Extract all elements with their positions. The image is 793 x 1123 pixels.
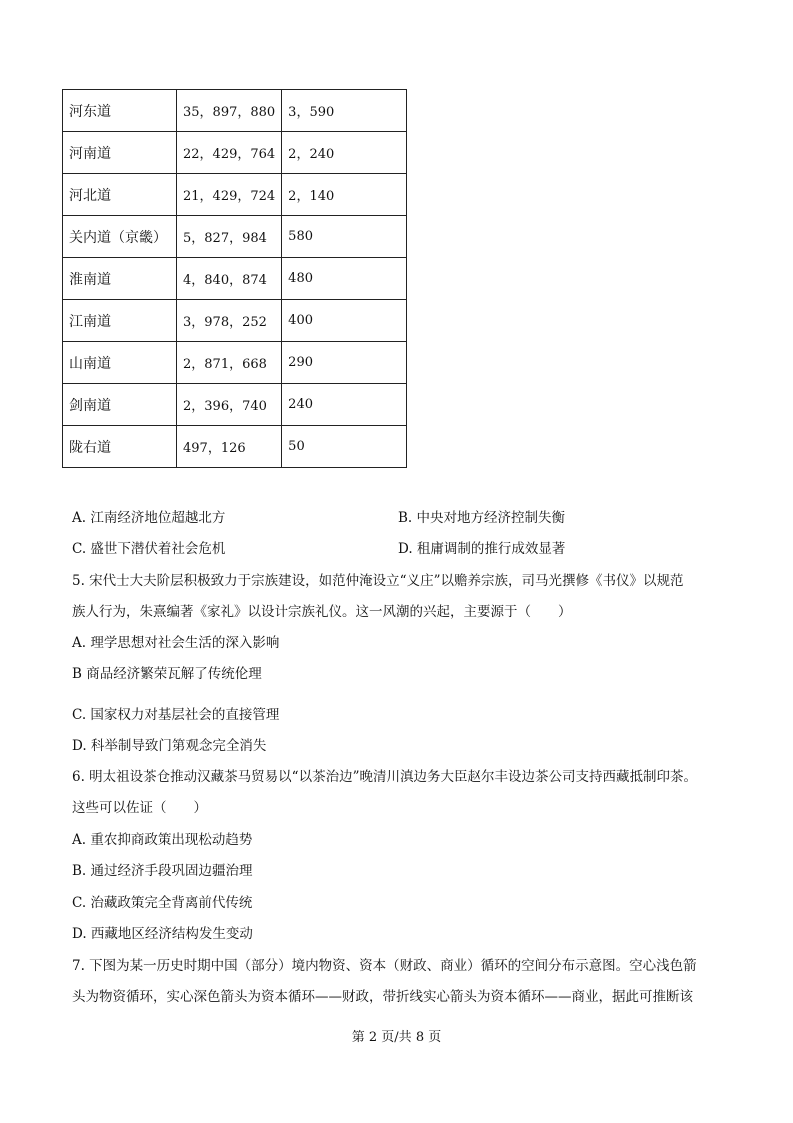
- region-cell: 山南道: [63, 342, 177, 384]
- table-row: [63, 258, 407, 300]
- value-cell: 5，827，984: [177, 216, 282, 258]
- value-cell: 21，429，724: [177, 174, 282, 216]
- value-cell: 35，897，880: [177, 90, 282, 132]
- q5-option-b[interactable]: B 商品经济繁荣瓦解了传统伦理: [72, 666, 262, 682]
- q7-stem-line2: 头为物资循环，实心深色箭头为资本循环——财政，带折线实心箭头为资本循环——商业，据此可推断该: [72, 989, 693, 1005]
- q6-option-a[interactable]: A. 重农抑商政策出现松动趋势: [72, 832, 253, 848]
- count-cell: 3，590: [282, 90, 407, 132]
- population-table: [62, 89, 407, 468]
- table-row: [63, 216, 407, 258]
- region-cell: 河南道: [63, 132, 177, 174]
- q6-option-c[interactable]: C. 治藏政策完全背离前代传统: [72, 895, 253, 911]
- count-cell: 580: [282, 216, 407, 258]
- q6-option-b[interactable]: B. 通过经济手段巩固边疆治理: [72, 863, 253, 879]
- q5-option-a[interactable]: A. 理学思想对社会生活的深入影响: [72, 635, 280, 651]
- value-cell: 497，126: [177, 426, 282, 468]
- region-cell: 河东道: [63, 90, 177, 132]
- q5-option-d[interactable]: D. 科举制导致门第观念完全消失: [72, 738, 267, 754]
- count-cell: 50: [282, 426, 407, 468]
- q4-option-a[interactable]: A. 江南经济地位超越北方: [72, 510, 226, 526]
- table-row: [63, 426, 407, 468]
- region-cell: 淮南道: [63, 258, 177, 300]
- q5-option-c[interactable]: C. 国家权力对基层社会的直接管理: [72, 707, 280, 723]
- value-cell: 4，840，874: [177, 258, 282, 300]
- count-cell: 2，140: [282, 174, 407, 216]
- region-cell: 河北道: [63, 174, 177, 216]
- count-cell: 480: [282, 258, 407, 300]
- count-cell: 290: [282, 342, 407, 384]
- q6-stem-line2: 这些可以佐证（ ）: [72, 800, 207, 816]
- table-row: [63, 90, 407, 132]
- table-row: [63, 132, 407, 174]
- table-row: [63, 300, 407, 342]
- value-cell: 22，429，764: [177, 132, 282, 174]
- value-cell: 2，871，668: [177, 342, 282, 384]
- q6-stem-line1: 6. 明太祖设茶仓推动汉藏茶马贸易以“以茶治边”晚清川滇边务大臣赵尔丰设边茶公司支持西藏抵制印茶。: [72, 769, 697, 785]
- region-cell: 关内道（京畿）: [63, 216, 177, 258]
- table-row: [63, 174, 407, 216]
- region-cell: 剑南道: [63, 384, 177, 426]
- region-cell: 陇右道: [63, 426, 177, 468]
- page-footer: 第 2 页/共 8 页: [351, 1030, 442, 1045]
- q5-stem-line2: 族人行为，朱熹编著《家礼》以设计宗族礼仪。这一风潮的兴起，主要源于（ ）: [72, 604, 572, 620]
- q6-option-d[interactable]: D. 西藏地区经济结构发生变动: [72, 926, 253, 942]
- value-cell: 2，396，740: [177, 384, 282, 426]
- q4-option-c[interactable]: C. 盛世下潜伏着社会危机: [72, 541, 226, 557]
- table-body: [63, 90, 407, 468]
- q4-option-b[interactable]: B. 中央对地方经济控制失衡: [398, 510, 566, 526]
- q4-option-d[interactable]: D. 租庸调制的推行成效显著: [398, 541, 566, 557]
- table-row: [63, 384, 407, 426]
- region-cell: 江南道: [63, 300, 177, 342]
- table-row: [63, 342, 407, 384]
- q7-stem-line1: 7. 下图为某一历史时期中国（部分）境内物资、资本（财政、商业）循环的空间分布示意图。空心浅色箭: [72, 958, 697, 974]
- q5-stem-line1: 5. 宋代士大夫阶层积极致力于宗族建设，如范仲淹设立“义庄”以赡养宗族，司马光撰修《书仪》以规范: [72, 573, 684, 589]
- value-cell: 3，978，252: [177, 300, 282, 342]
- count-cell: 400: [282, 300, 407, 342]
- count-cell: 240: [282, 384, 407, 426]
- count-cell: 2，240: [282, 132, 407, 174]
